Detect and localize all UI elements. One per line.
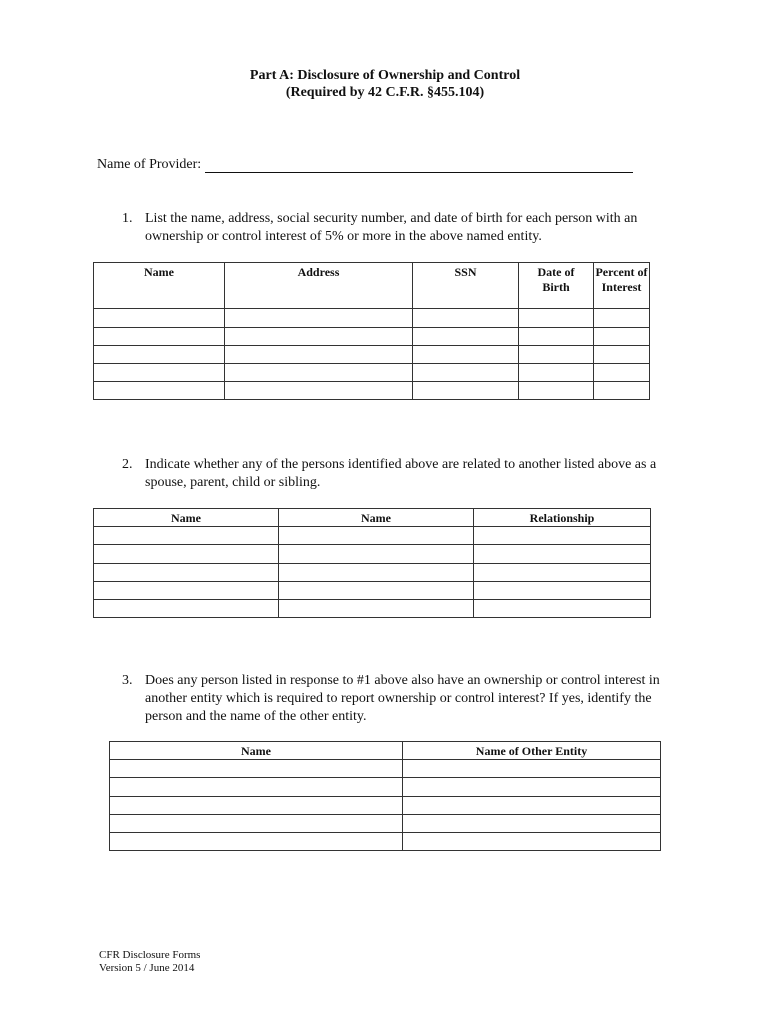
- cell-relationship[interactable]: [474, 582, 651, 600]
- cell-ssn[interactable]: [413, 382, 519, 400]
- cell-name[interactable]: [94, 328, 225, 346]
- ownership-table: [93, 262, 650, 400]
- cell-name[interactable]: [94, 382, 225, 400]
- table-row: [94, 346, 650, 364]
- relationship-table: [93, 508, 651, 618]
- question-2-number: 2.: [122, 457, 133, 472]
- cell-relationship[interactable]: [474, 600, 651, 618]
- table-row: [110, 778, 661, 797]
- col-header-name: Name: [279, 509, 474, 527]
- provider-input[interactable]: [205, 157, 633, 173]
- provider-field: [97, 157, 633, 173]
- table-row: [110, 815, 661, 833]
- table-row: [94, 545, 651, 564]
- col-header-name: Name: [94, 509, 279, 527]
- cell-name[interactable]: [94, 600, 279, 618]
- cell-address[interactable]: [225, 382, 413, 400]
- cell-dob[interactable]: [519, 364, 594, 382]
- cell-other-entity[interactable]: [403, 833, 661, 851]
- col-header-ssn: SSN: [413, 263, 519, 309]
- table-row: [94, 382, 650, 400]
- cell-percent[interactable]: [594, 328, 650, 346]
- cell-percent[interactable]: [594, 309, 650, 328]
- cell-ssn[interactable]: [413, 346, 519, 364]
- cell-other-entity[interactable]: [403, 797, 661, 815]
- cell-address[interactable]: [225, 309, 413, 328]
- cell-relationship[interactable]: [474, 527, 651, 545]
- cell-name[interactable]: [110, 833, 403, 851]
- table-row: [110, 833, 661, 851]
- cell-name[interactable]: [110, 815, 403, 833]
- cell-name[interactable]: [279, 600, 474, 618]
- question-1-number: 1.: [122, 211, 133, 226]
- cell-name[interactable]: [279, 545, 474, 564]
- footer: [99, 949, 200, 975]
- cell-ssn[interactable]: [413, 309, 519, 328]
- cell-address[interactable]: [225, 346, 413, 364]
- footer-version: Version 5 / June 2014: [99, 962, 195, 974]
- col-header-name: Name: [110, 742, 403, 760]
- cell-percent[interactable]: [594, 382, 650, 400]
- cell-other-entity[interactable]: [403, 760, 661, 778]
- cell-dob[interactable]: [519, 328, 594, 346]
- cell-name[interactable]: [94, 527, 279, 545]
- cell-name[interactable]: [94, 364, 225, 382]
- cell-dob[interactable]: [519, 309, 594, 328]
- cell-name[interactable]: [94, 582, 279, 600]
- cell-name[interactable]: [94, 564, 279, 582]
- cell-name[interactable]: [110, 760, 403, 778]
- cell-name[interactable]: [279, 582, 474, 600]
- cell-ssn[interactable]: [413, 328, 519, 346]
- cell-name[interactable]: [94, 346, 225, 364]
- cell-ssn[interactable]: [413, 364, 519, 382]
- col-header-percent: Percent of Interest: [594, 263, 650, 309]
- cell-name[interactable]: [279, 564, 474, 582]
- col-header-other-entity: Name of Other Entity: [403, 742, 661, 760]
- question-1-text: List the name, address, social security number, and date of birth for each person with an ownership or control interest of 5% or more in the above named entity.: [145, 211, 638, 244]
- question-3-text: Does any person listed in response to #1 above also have an ownership or control interest in another entity which is required to report ownership or control interest? If yes, identify the person and the name of the other entity.: [145, 673, 660, 724]
- cell-dob[interactable]: [519, 382, 594, 400]
- table-row: [94, 309, 650, 328]
- cell-name[interactable]: [94, 309, 225, 328]
- table-row: [110, 797, 661, 815]
- table-row: [94, 582, 651, 600]
- page-subtitle: (Required by 42 C.F.R. §455.104): [285, 85, 485, 100]
- cell-percent[interactable]: [594, 364, 650, 382]
- table-row: [94, 364, 650, 382]
- cell-percent[interactable]: [594, 346, 650, 364]
- provider-label: Name of Provider:: [97, 157, 202, 172]
- table-row: [94, 564, 651, 582]
- cell-name[interactable]: [110, 797, 403, 815]
- cell-name[interactable]: [110, 778, 403, 797]
- table-row: [94, 527, 651, 545]
- page-title: Part A: Disclosure of Ownership and Control: [249, 68, 521, 83]
- table-row: [110, 760, 661, 778]
- col-header-address: Address: [225, 263, 413, 309]
- question-1: [122, 210, 665, 246]
- cell-other-entity[interactable]: [403, 778, 661, 797]
- cell-address[interactable]: [225, 364, 413, 382]
- question-3-number: 3.: [122, 673, 133, 688]
- col-header-dob: Date of Birth: [519, 263, 594, 309]
- table-row: [94, 328, 650, 346]
- col-header-name: Name: [94, 263, 225, 309]
- cell-dob[interactable]: [519, 346, 594, 364]
- cell-name[interactable]: [94, 545, 279, 564]
- cell-address[interactable]: [225, 328, 413, 346]
- question-3: [122, 672, 665, 726]
- question-2-text: Indicate whether any of the persons identified above are related to another listed above as a spouse, parent, child or sibling.: [145, 457, 657, 490]
- footer-form-name: CFR Disclosure Forms: [99, 949, 201, 961]
- col-header-relationship: Relationship: [474, 509, 651, 527]
- cell-relationship[interactable]: [474, 564, 651, 582]
- table-row: [94, 600, 651, 618]
- cell-name[interactable]: [279, 527, 474, 545]
- cell-other-entity[interactable]: [403, 815, 661, 833]
- cell-relationship[interactable]: [474, 545, 651, 564]
- other-entity-table: [109, 741, 661, 851]
- question-2: [122, 456, 665, 492]
